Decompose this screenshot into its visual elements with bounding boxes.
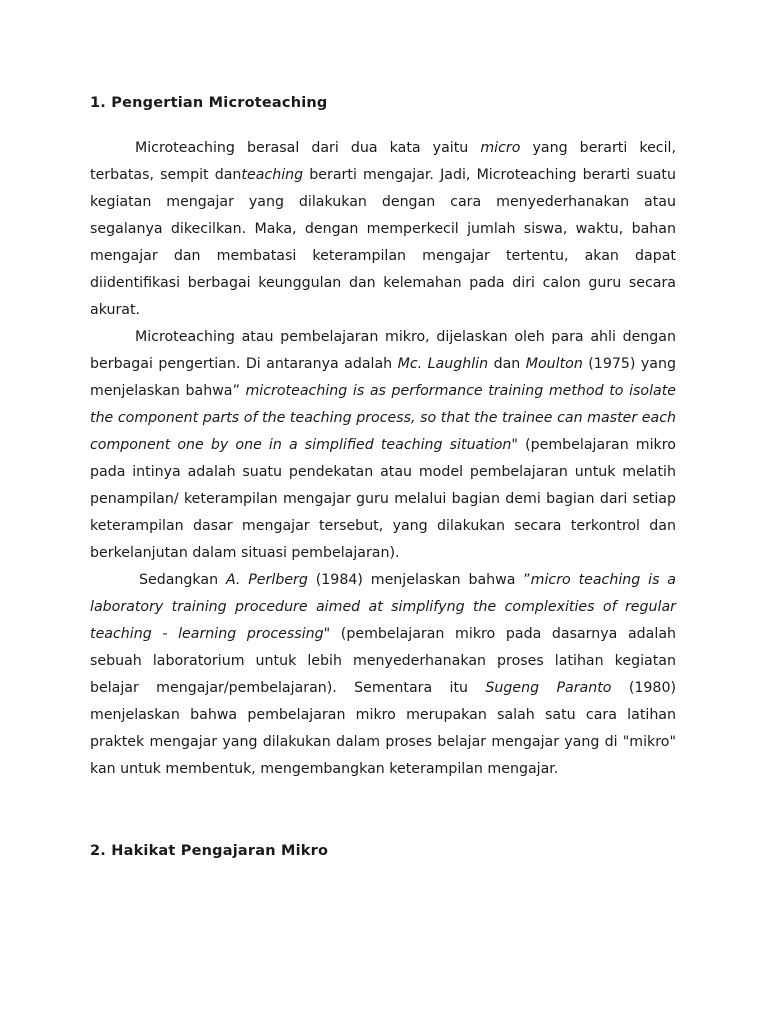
paragraph <box>90 324 676 567</box>
italic-text: micro <box>480 140 521 156</box>
text-run: Microteaching atau pembelajaran mikro, dijelaskan oleh para ahli dengan berbagai pengertian. Di antaranya adalah <box>90 329 676 372</box>
paragraph <box>90 567 676 783</box>
text-run: (pembelajaran mikro pada intinya adalah suatu pendekatan atau model pembelajaran untuk melatih penampilan/ keterampilan mengajar guru melalui bagian demi bagian dari setiap keterampilan dasar mengajar tersebut, yang dilakukan secara terkontrol dan berkelanjutan dalam situasi pembelajaran). <box>90 437 676 561</box>
text-run: (1975) yang menjelaskan bahwa” <box>90 356 676 399</box>
text-run: Sedangkan <box>139 572 226 588</box>
italic-text: microteaching is as performance training method to isolate the component parts of the teaching process, so that the trainee can master each component one by one in a simplified teaching situation" <box>90 383 677 453</box>
paragraph <box>90 135 676 324</box>
italic-text: micro teaching is a laboratory training procedure aimed at simplifyng the complexities of regular teaching - learning processing" <box>90 572 676 642</box>
text-run: Microteaching berasal dari dua kata yaitu <box>135 140 481 156</box>
document-body <box>90 91 676 863</box>
text-run: (pembelajaran mikro pada dasarnya adalah sebuah laboratorium untuk lebih menyederhanakan proses latihan kegiatan belajar mengajar/pembelajaran). Sementara itu <box>90 626 677 696</box>
italic-text: Sugeng Paranto <box>485 680 612 696</box>
italic-text: Moulton <box>525 356 583 372</box>
text-run: dan <box>488 356 526 372</box>
text-run: (1980) menjelaskan bahwa pembelajaran mikro merupakan salah satu cara latihan praktek mengajar yang dilakukan dalam proses belajar mengajar yang di "mikro" kan untuk membentuk, mengembangkan keterampilan mengajar. <box>90 680 677 777</box>
section-heading: 1. Pengertian Microteaching <box>90 95 328 111</box>
text-run: (1984) menjelaskan bahwa ” <box>307 572 531 588</box>
section-heading: 2. Hakikat Pengajaran Mikro <box>90 843 329 859</box>
italic-text: Mc. Laughlin <box>397 356 489 372</box>
italic-text: A. Perlberg <box>225 572 308 588</box>
text-run: berarti mengajar. Jadi, Microteaching berarti suatu kegiatan mengajar yang dilakukan dengan cara menyederhanakan atau segalanya dikecilkan. Maka, dengan memperkecil jumlah siswa, waktu, bahan mengajar dan membatasi keterampilan mengajar tertentu, akan dapat diidentifikasi berbagai keunggulan dan kelemahan pada diri calon guru secara akurat. <box>90 167 676 318</box>
italic-text: teaching <box>241 167 304 183</box>
text-run: yang berarti kecil, terbatas, sempit dan <box>90 140 676 183</box>
